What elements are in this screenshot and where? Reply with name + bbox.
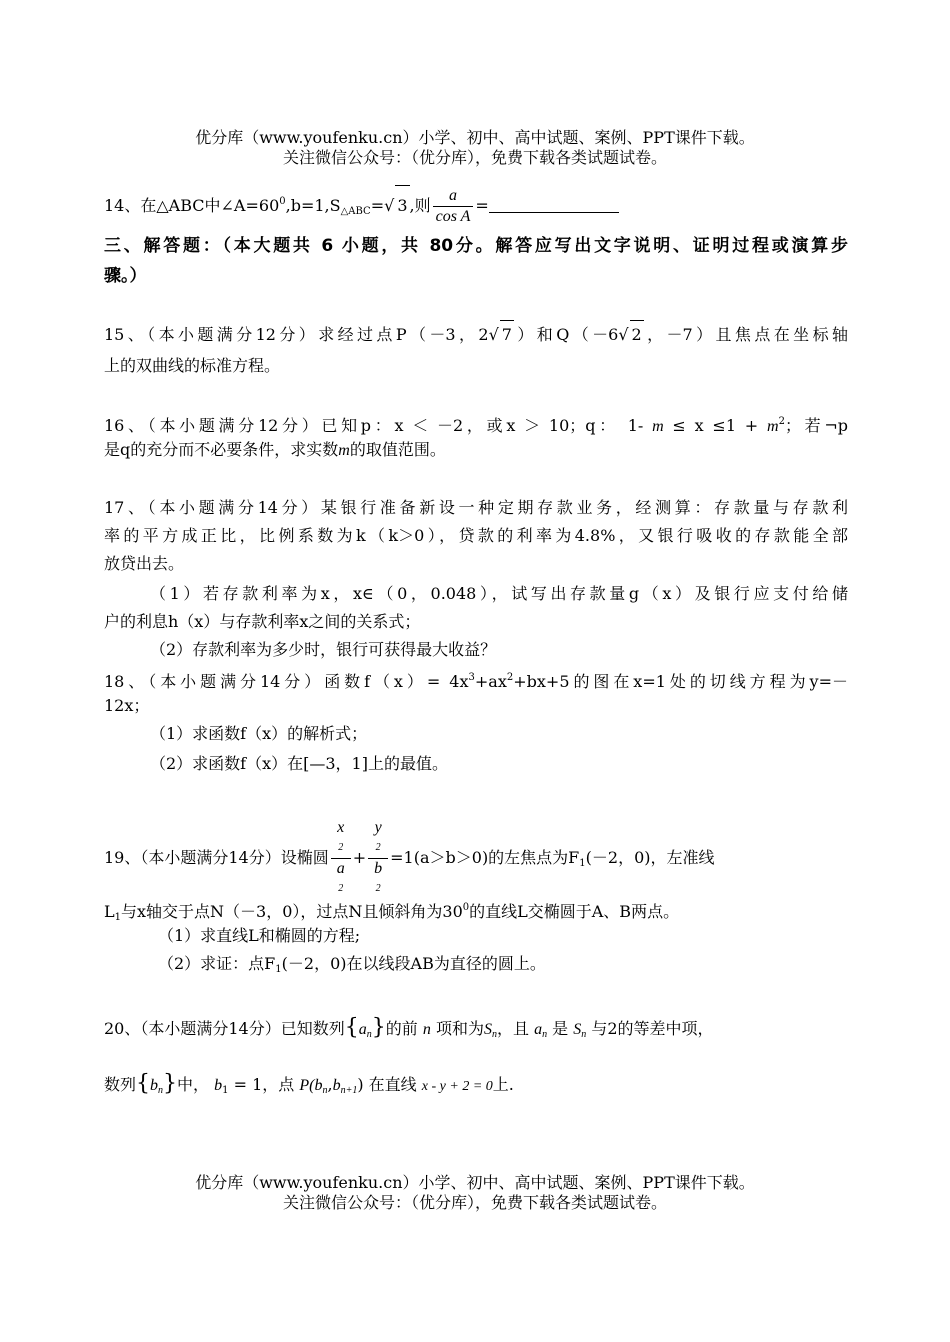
q19-line2-a: L xyxy=(104,902,115,921)
question-17-line-1: 17、（本小题满分14分）某银行准备新设一种定期存款业务，经测算：存款量与存款利 xyxy=(104,498,848,517)
var-y: y xyxy=(374,819,382,836)
question-17-part-1: （1）若存款利率为x，x∈（0，0.048），试写出存款量g（x）及银行应支付给储 xyxy=(150,584,848,603)
subscript-1: 1 xyxy=(114,912,121,923)
fraction-a-over-cosA xyxy=(433,186,474,227)
q16-text-c: ；若¬p xyxy=(784,416,848,435)
var-S: S xyxy=(573,1021,582,1038)
header-line-2: 关注微信公众号：（优分库），免费下载各类试题试卷。 xyxy=(282,148,667,167)
question-14: 14、在△ABC中$\angle A=60^0,b=1,S_{\triangle ABC}=√$ 3 ,则 $\frac{a}{\text{cos A}}$ = xyxy=(104,182,848,232)
section-3-heading: 三、解答题：（本大题共 6 小题，共 80分。解答应写出文字说明、证明过程或演算步 xyxy=(104,236,848,256)
q15-text-b: ）和Q（－6 xyxy=(513,325,619,344)
line-equation: x - y + 2 = 0 xyxy=(421,1079,493,1094)
q20-line2-e: 上. xyxy=(492,1075,514,1094)
q19-part2-a: （2）求证：点F xyxy=(158,954,276,973)
question-18-part-1: （1）求函数f（x）的解析式； xyxy=(150,724,368,743)
q18-text-c: +bx+5的图在x=1处的切线方程为y=－ xyxy=(513,672,848,691)
subscript-n-plus-1: n+1 xyxy=(340,1085,358,1096)
var-b: b xyxy=(214,1077,223,1094)
var-b: b xyxy=(150,1077,159,1094)
q19-text-c: (－2，0)，左准线 xyxy=(585,848,715,867)
var-S: S xyxy=(483,1021,492,1038)
q14-text-c: ,则 xyxy=(409,196,431,215)
var-b: b xyxy=(374,860,383,877)
q20-text-e: 是 xyxy=(552,1019,569,1038)
answer-blank xyxy=(489,194,619,213)
sqrt-3: 3 xyxy=(395,185,409,226)
question-19-part-1: （1）求直线L和椭圆的方程; xyxy=(158,926,361,945)
exponent-2: 2 xyxy=(506,672,514,683)
q19-text-a: 19、（本小题满分14分）设椭圆 xyxy=(104,848,329,867)
exponent-2: 2 xyxy=(338,842,344,853)
q19-part2-b: (－2，0)在以线段AB为直径的圆上。 xyxy=(281,954,546,973)
subscript-abc: △ABC xyxy=(340,206,371,217)
question-17-line-3: 放贷出去。 xyxy=(104,554,185,573)
footer-line-1: 优分库（www.youfenku.cn）小学、初中、高中试题、案例、PPT课件下载。 xyxy=(195,1173,755,1192)
var-m: m xyxy=(767,418,779,435)
subscript-n: n xyxy=(322,1085,328,1096)
var-n: n xyxy=(422,1021,431,1038)
q19-eq: =1 xyxy=(390,848,414,867)
q14-eq: = xyxy=(370,196,385,215)
q18-text-a: 18、（本小题满分14分）函数f（x）= 4x xyxy=(104,672,469,691)
q19-line2-c: 的直线L交椭圆于A、B两点。 xyxy=(469,902,680,921)
q20-line2-a: 数列 xyxy=(104,1075,137,1094)
subscript-1: 1 xyxy=(222,1085,229,1096)
question-19-part-2 xyxy=(158,950,902,984)
footer-line-2: 关注微信公众号：（优分库），免费下载各类试题试卷。 xyxy=(282,1193,667,1212)
q14-equals: = xyxy=(475,196,489,215)
var-a: a xyxy=(358,1021,367,1038)
question-15: 15、（本小题满分12分）求经过点P（－3，2√ 7 ）和Q（－6√ 2 ，－7）且焦点在坐标轴 xyxy=(104,320,848,349)
exponent-2: 2 xyxy=(778,416,785,427)
question-20-cont: 数列$\{b_n\}$中， $b_1 = 1$，点 $P(b_n,b_{n+1})$ 在直线 x - y + 2 = 0上. xyxy=(104,1071,514,1096)
question-17-part-1-cont: 户的利息h（x）与存款利率x之间的关系式； xyxy=(104,612,421,631)
question-17-line-2: 率的平方成正比，比例系数为k（k＞0），贷款的利率为4.8%，又银行吸收的存款能全部 xyxy=(104,526,848,545)
var-a: a xyxy=(534,1021,543,1038)
q15-text-a: 15、（本小题满分12分）求经过点P（－3，2 xyxy=(104,325,489,344)
subscript-n: n xyxy=(542,1029,548,1040)
question-19 xyxy=(104,818,848,899)
q19-text-b: (a＞b＞0)的左焦点为F xyxy=(413,848,580,867)
q14-text-a: 14、在△ABC中∠A=60 xyxy=(104,196,280,215)
q20-line2-b: 中， xyxy=(177,1075,210,1094)
header-line-1: 优分库（www.youfenku.cn）小学、初中、高中试题、案例、PPT课件下载。 xyxy=(195,128,755,147)
exponent-2: 2 xyxy=(375,842,381,853)
q20-text-f: 与2的等差中项， xyxy=(591,1019,714,1038)
sqrt-2: 2 xyxy=(630,320,644,349)
q19-line2-b: 与x轴交于点N（－3，0），过点N且倾斜角为30 xyxy=(121,902,463,921)
subscript-1: 1 xyxy=(275,964,282,975)
q20-text-b: 的前 xyxy=(385,1019,418,1038)
var-b: b xyxy=(332,1077,341,1094)
var-x: x xyxy=(337,819,345,836)
exponent-2: 2 xyxy=(375,883,381,894)
var-a: a xyxy=(336,860,345,877)
question-16-cont xyxy=(104,436,848,465)
degree-mark: 0 xyxy=(279,196,286,207)
q20-text-d: ，且 xyxy=(496,1019,529,1038)
plus-sign: + xyxy=(352,848,367,867)
degree-mark: 0 xyxy=(462,902,470,913)
exponent-3: 3 xyxy=(468,672,475,683)
q20-line2-c: ，点 xyxy=(262,1075,295,1094)
question-18-cont: 12x； xyxy=(104,696,150,715)
var-m: m xyxy=(338,442,350,459)
q20-text-c: 项和为 xyxy=(435,1019,484,1038)
q20-eq: = 1 xyxy=(228,1075,263,1094)
question-18-part-2: （2）求函数f（x）在[—3，1]上的最值。 xyxy=(150,754,448,773)
subscript-n: n xyxy=(366,1029,372,1040)
fraction-denominator: cos A xyxy=(435,208,471,225)
subscript-1: 1 xyxy=(579,858,586,869)
question-15-cont: 上的双曲线的标准方程。 xyxy=(104,356,281,375)
question-20: 20、（本小题满分14分）已知数列$\{a_n\}$的前 n 项和为$S_n$，且 $a_n$ 是 $S_n$ 与2的等差中项， xyxy=(104,1015,714,1040)
subscript-n: n xyxy=(581,1029,587,1040)
q16-line2-b: 的取值范围。 xyxy=(349,440,446,459)
fraction-numerator: a xyxy=(433,186,474,207)
point-P: P(b xyxy=(299,1077,323,1094)
var-m: m xyxy=(652,418,664,435)
q18-text-b: +ax xyxy=(474,672,507,691)
q16-text-a: 16、（本小题满分12分）已知p：x ＜ －2，或x ＞ 10；q： 1- xyxy=(104,416,653,435)
q20-text-a: 20、（本小题满分14分）已知数列 xyxy=(104,1019,345,1038)
q14-text-b: ,b=1,S xyxy=(285,196,341,215)
subscript-n: n xyxy=(491,1029,497,1040)
fraction-x2-over-a2 xyxy=(331,818,351,899)
fraction-y2-over-b2 xyxy=(368,818,388,899)
q15-text-c: ，－7）且焦点在坐标轴 xyxy=(643,325,848,344)
close-paren: ) xyxy=(357,1075,364,1094)
sqrt-7: 7 xyxy=(500,320,514,349)
q20-line2-d: 在直线 xyxy=(368,1075,417,1094)
question-17-part-2: （2）存款利率为多少时，银行可获得最大收益？ xyxy=(150,640,497,659)
q16-line2-a: 是q的充分而不必要条件，求实数 xyxy=(104,440,339,459)
subscript-n: n xyxy=(158,1085,164,1096)
q16-text-b: ≤ x ≤1 + xyxy=(663,416,767,435)
section-3-heading-cont: 骤。） xyxy=(104,266,147,286)
exponent-2: 2 xyxy=(338,883,344,894)
